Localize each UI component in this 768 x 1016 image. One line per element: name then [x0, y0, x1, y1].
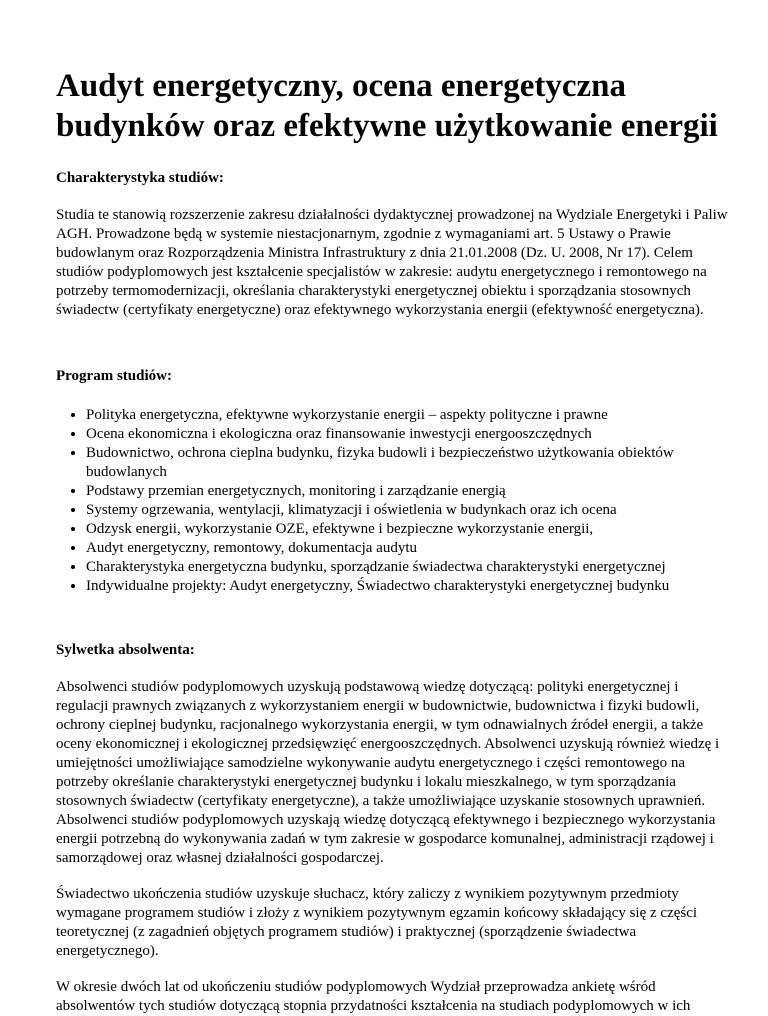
program-list-item: • Budownictwo, ochrona cieplna budynku, fizyka budowli i bezpieczeństwo użytkowania obiektów budowlanych	[86, 444, 728, 482]
program-list-item: • Audyt energetyczny, remontowy, dokumentacja audytu	[86, 539, 728, 558]
program-list-item: • Podstawy przemian energetycznych, monitoring i zarządzanie energią	[86, 482, 728, 501]
program-list-item: • Indywidualne projekty: Audyt energetyczny, Świadectwo charakterystyki energetycznej budynku	[86, 577, 728, 596]
characteristics-heading: Charakterystyka studiów:	[56, 170, 224, 186]
program-list	[56, 406, 728, 596]
program-list-item: • Charakterystyka energetyczna budynku, sporządzanie świadectwa charakterystyki energetycznej	[86, 558, 728, 577]
program-list-item: • Odzysk energii, wykorzystanie OZE, efektywne i bezpieczne wykorzystanie energii,	[86, 520, 728, 539]
survey-paragraph: W okresie dwóch lat od ukończeniu studiów podyplomowych Wydział przeprowadza ankietę wśród absolwentów tych studiów dotyczącą stopnia przydatności kształcenia na studiach podyplomowych w ich	[56, 979, 691, 1014]
certificate-paragraph: Świadectwo ukończenia studiów uzyskuje słuchacz, który zaliczy z wynikiem pozytywnym przedmioty wymagane programem studiów i złoży z wynikiem pozytywnym egzamin końcowy składający się z części teoretycznej (z zagadnień objętych programem studiów) i praktycznej (sporządzenie świadectwa energetycznego).	[56, 886, 698, 959]
characteristics-paragraph: Studia te stanowią rozszerzenie zakresu działalności dydaktycznej prowadzonej na Wydziale Energetyki i Paliw AGH. Prowadzone będą w systemie niestacjonarnym, zgodnie z wymaganiami art. 5 Ustawy o Prawie budowlanym oraz Rozporządzenia Ministra Infrastruktury z dnia 21.01.2008 (Dz. U. 2008, Nr 17). Celem studiów podyplomowych jest kształcenie specjalistów w zakresie: audytu energetycznego i remontowego na potrzeby termomodernizacji, określania charakterystyki energetycznej obiektu i sporządzania stosownych świadectw (certyfikaty energetyczne) oraz efektywnego wykorzystania energii (efektywność energetyczna).	[56, 207, 728, 318]
program-list-item: • Polityka energetyczna, efektywne wykorzystanie energii – aspekty polityczne i prawne	[86, 406, 728, 425]
program-list-item: • Ocena ekonomiczna i ekologiczna oraz finansowanie inwestycji energooszczędnych	[86, 425, 728, 444]
graduate-paragraph: Absolwenci studiów podyplomowych uzyskują podstawową wiedzę dotyczącą: polityki energetycznej i regulacji prawnych związanych z wykorzystaniem energii w budownictwie, budownictwa i fizyki budowli, ochrony cieplnej budynku, racjonalnego wykorzystania energii, w tym odnawialnych źródeł energii, a także oceny ekonomicznej i ekologicznej przedsięwzięć energooszczędnych. Absolwenci uzyskują również wiedzę i umiejętności umożliwiające samodzielne wykonywanie audytu energetycznego i części remontowego na potrzeby określanie charakterystyki energetycznej budynku i lokalu mieszkalnego, w tym sporządzania stosownych świadectw (certyfikaty energetyczne), a także umożliwiające uzyskanie stosownych uprawnień. Absolwenci studiów podyplomowych uzyskają wiedzę dotyczącą efektywnego i bezpiecznego wykorzystania energii potrzebną do wykonywania zadań w tym zakresie w gospodarce komunalnej, administracji rządowej i samorządowej oraz własnej działalności gospodarczej.	[56, 679, 720, 866]
program-heading: Program studiów:	[56, 368, 172, 384]
page-title: Audyt energetyczny, ocena energetyczna budynków oraz efektywne użytkowanie energii	[56, 68, 718, 144]
program-list-item: • Systemy ogrzewania, wentylacji, klimatyzacji i oświetlenia w budynkach oraz ich ocena	[86, 501, 728, 520]
graduate-heading: Sylwetka absolwenta:	[56, 642, 195, 658]
